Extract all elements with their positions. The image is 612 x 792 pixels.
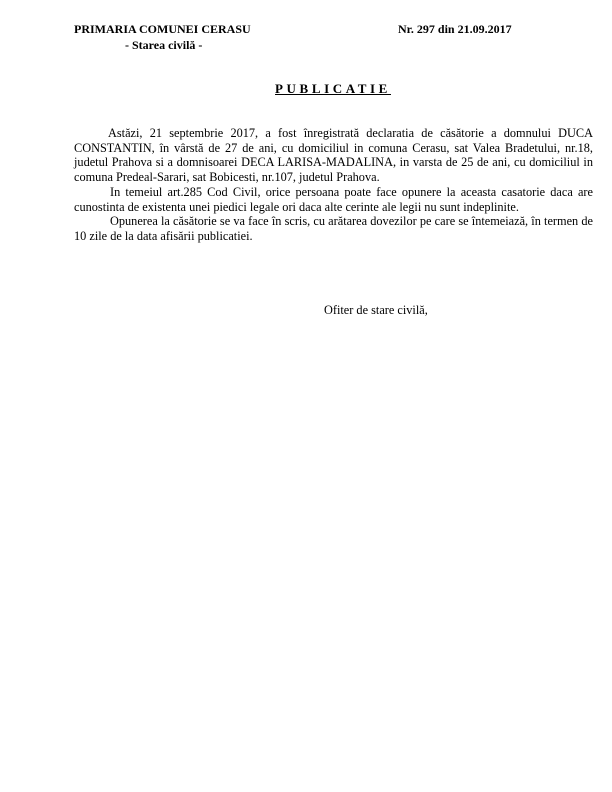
- issuer-department: - Starea civilă -: [125, 38, 203, 52]
- opposition-procedure-paragraph: Opunerea la căsătorie se va face în scris, cu arătarea dovezilor pe care se întemeiază, în termen de 10 zile de la data afisării publicatiei.: [74, 214, 593, 243]
- issuer-office: PRIMARIA COMUNEI CERASU: [74, 22, 251, 36]
- document-body: [74, 126, 593, 244]
- issuer-block: [74, 21, 334, 53]
- document-title: PUBLICATIE: [275, 81, 391, 96]
- signature-line: Ofiter de stare civilă,: [324, 303, 428, 317]
- legal-basis-paragraph: In temeiul art.285 Cod Civil, orice persoana poate face opunere la aceasta casatorie daca are cunostinta de existenta unei piedici legale ori daca alte cerinte ale legii nu sunt indeplinite.: [74, 184, 593, 214]
- document-reference: Nr. 297 din 21.09.2017: [398, 22, 512, 36]
- announcement-paragraph: Astăzi, 21 septembrie 2017, a fost înregistrată declaratia de căsătorie a domnului DUCA CONSTANTIN, în vârstă de 27 de ani, cu domiciliul in comuna Cerasu, sat Valea Bradetului, nr.18, judetul Prahova si a domnisoarei DECA LARISA-MADALINA, in varsta de 25 de ani, cu domiciliul in comuna Predeal-Sarari, sat Bobicesti, nr.107, judetul Prahova.: [74, 126, 593, 185]
